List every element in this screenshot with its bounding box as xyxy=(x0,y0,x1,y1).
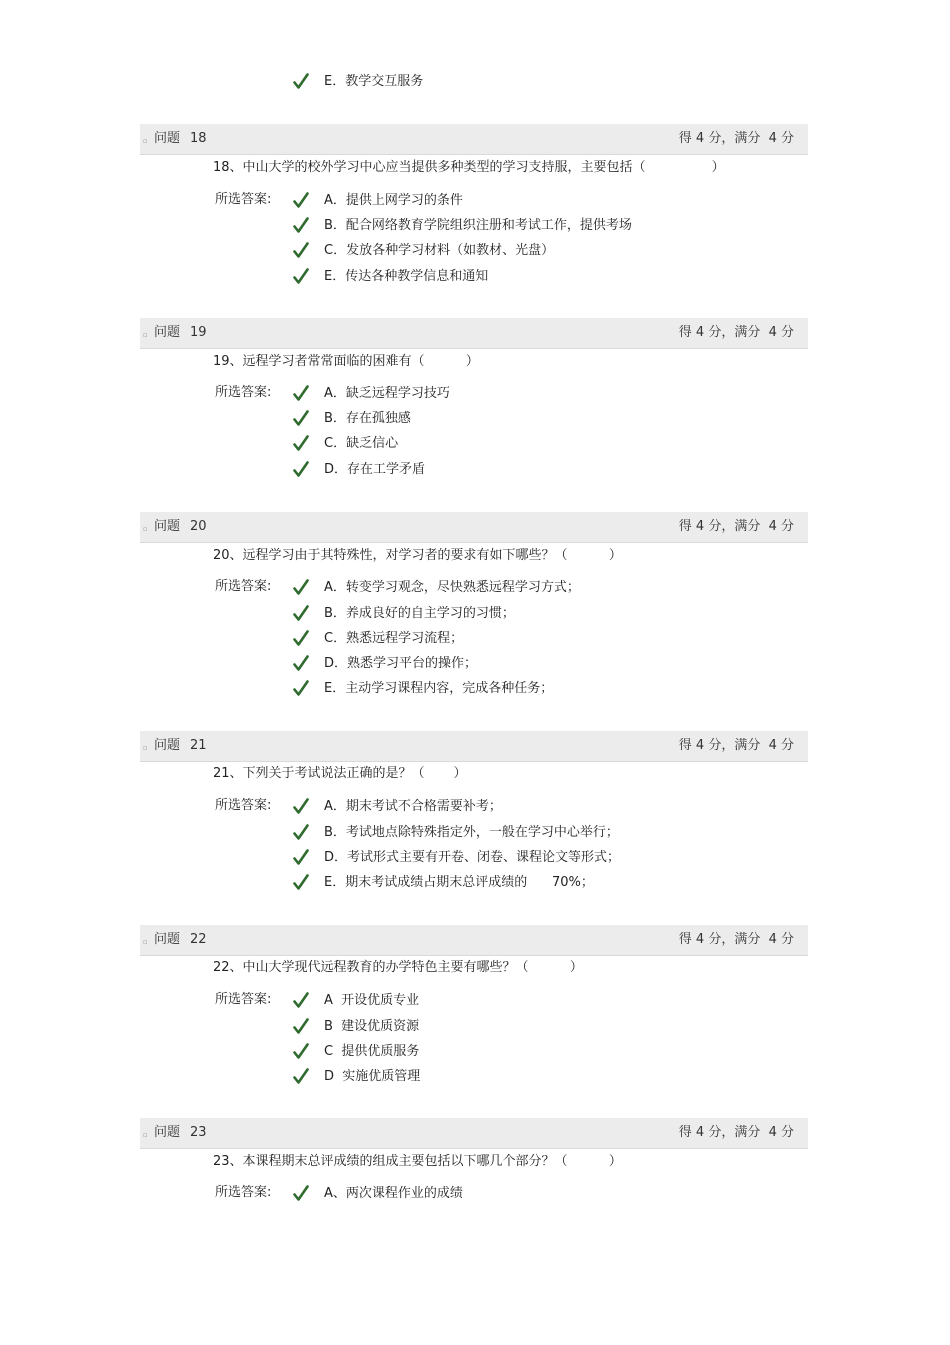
answer-option-text: E．教学交互服务 xyxy=(324,74,424,89)
question-label: 问题 21 xyxy=(154,738,207,753)
collapse-marker-icon[interactable]: ▫ xyxy=(143,525,148,533)
checkmark-icon xyxy=(293,991,309,1009)
question-header xyxy=(140,318,808,349)
checkmark-icon xyxy=(293,1017,309,1035)
question-score: 得 4 分，满分 4 分 xyxy=(678,1125,794,1140)
checkmark-icon xyxy=(293,823,309,841)
answer-option xyxy=(293,848,793,868)
answer-option xyxy=(293,991,793,1011)
answer-option-text: E．主动学习课程内容，完成各种任务； xyxy=(324,681,554,696)
checkmark-icon xyxy=(293,409,309,427)
answer-option-text: B．配合网络教育学院组织注册和考试工作，提供考场 xyxy=(324,218,632,233)
answer-option-text: E．传达各种教学信息和通知 xyxy=(324,269,489,284)
answer-option-text: A．期末考试不合格需要补考； xyxy=(324,799,502,814)
answer-option-text: A 开设优质专业 xyxy=(324,993,420,1008)
question-text: 20、远程学习由于其特殊性，对学习者的要求有如下哪些？（ ） xyxy=(213,548,622,563)
question-score: 得 4 分，满分 4 分 xyxy=(678,519,794,534)
checkmark-icon xyxy=(293,679,309,697)
checkmark-icon xyxy=(293,873,309,891)
answer-option xyxy=(293,629,793,649)
checkmark-icon xyxy=(293,384,309,402)
question-score: 得 4 分，满分 4 分 xyxy=(678,131,794,146)
answer-option xyxy=(293,823,793,843)
answer-option-text: A、两次课程作业的成绩 xyxy=(324,1186,463,1201)
answer-option xyxy=(293,409,793,429)
answer-option-text: B 建设优质资源 xyxy=(324,1019,420,1034)
checkmark-icon xyxy=(293,629,309,647)
answer-option-text: B．考试地点除特殊指定外，一般在学习中心举行； xyxy=(324,825,619,840)
answer-option xyxy=(293,1184,793,1204)
answer-option-text: C．发放各种学习材料（如教材、光盘） xyxy=(324,243,555,258)
question-score: 得 4 分，满分 4 分 xyxy=(678,325,794,340)
answer-option xyxy=(293,72,793,92)
question-label: 问题 20 xyxy=(154,519,207,534)
question-label: 问题 19 xyxy=(154,325,207,340)
checkmark-icon xyxy=(293,241,309,259)
answer-option-text: A．转变学习观念，尽快熟悉远程学习方式； xyxy=(324,580,580,595)
question-label: 问题 18 xyxy=(154,131,207,146)
answer-option-text: A．提供上网学习的条件 xyxy=(324,193,463,208)
question-text: 23、本课程期末总评成绩的组成主要包括以下哪几个部分？（ ） xyxy=(213,1154,622,1169)
answer-label: 所选答案: xyxy=(215,798,272,813)
checkmark-icon xyxy=(293,460,309,478)
answer-option-text: D．熟悉学习平台的操作； xyxy=(324,656,478,671)
checkmark-icon xyxy=(293,434,309,452)
collapse-marker-icon[interactable]: ▫ xyxy=(143,137,148,145)
checkmark-icon xyxy=(293,797,309,815)
answer-option-text: D 实施优质管理 xyxy=(324,1069,421,1084)
checkmark-icon xyxy=(293,216,309,234)
answer-option-text: C．缺乏信心 xyxy=(324,436,399,451)
answer-option xyxy=(293,797,793,817)
answer-option-text: D．存在工学矛盾 xyxy=(324,462,426,477)
answer-option xyxy=(293,434,793,454)
checkmark-icon xyxy=(293,191,309,209)
question-text: 22、中山大学现代远程教育的办学特色主要有哪些？（ ） xyxy=(213,960,583,975)
checkmark-icon xyxy=(293,1042,309,1060)
answer-option-text: C．熟悉远程学习流程； xyxy=(324,631,464,646)
question-label: 问题 23 xyxy=(154,1125,207,1140)
answer-option xyxy=(293,604,793,624)
answer-option xyxy=(293,679,793,699)
answer-option-text: E．期末考试成绩占期末总评成绩的 70%； xyxy=(324,875,594,890)
answer-option xyxy=(293,578,793,598)
collapse-marker-icon[interactable]: ▫ xyxy=(143,744,148,752)
checkmark-icon xyxy=(293,1067,309,1085)
answer-option xyxy=(293,216,793,236)
checkmark-icon xyxy=(293,72,309,90)
checkmark-icon xyxy=(293,604,309,622)
question-score: 得 4 分，满分 4 分 xyxy=(678,932,794,947)
collapse-marker-icon[interactable]: ▫ xyxy=(143,331,148,339)
checkmark-icon xyxy=(293,267,309,285)
answer-option-text: B．存在孤独感 xyxy=(324,411,411,426)
answer-option-text: A．缺乏远程学习技巧 xyxy=(324,386,450,401)
answer-label: 所选答案: xyxy=(215,385,272,400)
answer-option xyxy=(293,1017,793,1037)
question-text: 18、中山大学的校外学习中心应当提供多种类型的学习支持服，主要包括（ ） xyxy=(213,160,725,175)
answer-option-text: D．考试形式主要有开卷、闭卷、课程论文等形式； xyxy=(324,850,621,865)
question-header xyxy=(140,512,808,543)
question-header xyxy=(140,731,808,762)
checkmark-icon xyxy=(293,654,309,672)
answer-option xyxy=(293,654,793,674)
answer-option xyxy=(293,873,793,893)
question-header xyxy=(140,124,808,155)
checkmark-icon xyxy=(293,1184,309,1202)
question-header xyxy=(140,925,808,956)
checkmark-icon xyxy=(293,578,309,596)
answer-option xyxy=(293,460,793,480)
answer-option-text: C 提供优质服务 xyxy=(324,1044,420,1059)
checkmark-icon xyxy=(293,848,309,866)
answer-option-text: B．养成良好的自主学习的习惯； xyxy=(324,606,515,621)
answer-label: 所选答案: xyxy=(215,1185,272,1200)
answer-option xyxy=(293,191,793,211)
question-text: 21、下列关于考试说法正确的是？（ ） xyxy=(213,766,467,781)
answer-option xyxy=(293,267,793,287)
answer-option xyxy=(293,1042,793,1062)
collapse-marker-icon[interactable]: ▫ xyxy=(143,938,148,946)
answer-option xyxy=(293,1067,793,1087)
answer-label: 所选答案: xyxy=(215,992,272,1007)
answer-option xyxy=(293,384,793,404)
collapse-marker-icon[interactable]: ▫ xyxy=(143,1131,148,1139)
answer-option xyxy=(293,241,793,261)
question-text: 19、远程学习者常常面临的困难有（ ） xyxy=(213,354,479,369)
question-label: 问题 22 xyxy=(154,932,207,947)
question-header xyxy=(140,1118,808,1149)
question-score: 得 4 分，满分 4 分 xyxy=(678,738,794,753)
answer-label: 所选答案: xyxy=(215,579,272,594)
answer-label: 所选答案: xyxy=(215,192,272,207)
